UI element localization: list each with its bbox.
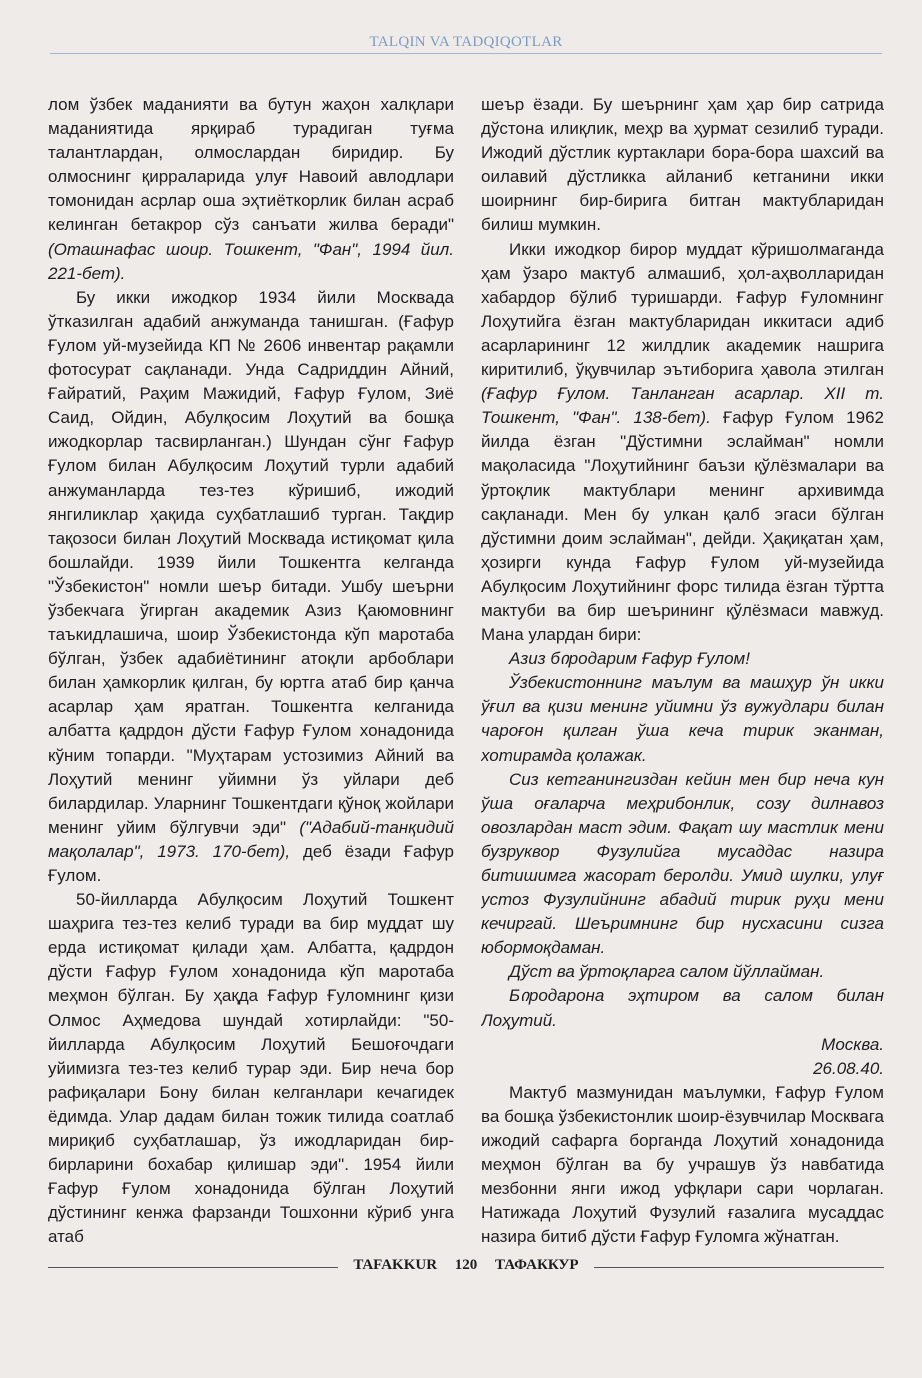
letter-salutation: Азиз бიродарим Ғафур Ғулом! — [509, 649, 750, 669]
right-column — [481, 93, 884, 1253]
citation: (Оташнафас шоир. Тошкент, "Фан", 1994 йил. 221-бет). — [48, 239, 454, 283]
letter-place: Москва. — [821, 1034, 884, 1054]
paragraph-text: Бу икки ижодкор 1934 йили Москвада ўтказилган адабий анжуманда танишган. (Ғафур Ғулом уй-музейида КП № 2606 инвентар рақамли фотосурат сақланади. Унда Садриддин Айний, Ғайратий, Раҳим Мажидий, Ғафур Ғулом, Зиё Саид, Ойдин, Абулқосим Лоҳутий ва бошқа ижодкорлар тасвирланган.) Шундан сўнг Ғафур Ғулом билан Абулқосим Лоҳутий турли адабий анжуманларда тез-тез кўришиб, ижодий янгиликлар ҳақида суҳбатлашиб турган. Тақдир тақозоси билан Лоҳутий Москвада истиқомат қила бошлайди. 1939 йили Тошкентга келганда "Ўзбекистон" номли шеър битади. Ушбу шеърни ўзбекчага ўгирган академик Азиз Қаюмовнинг таъкидлашича, шоир Ўзбекистонда кўп маротаба бўлган, ўзбек адабиётининг атоқли арбоблари билан ҳамкорлик қилган, бу юртга атаб бир қанча асарлар ҳам яратган. Тошкентга келганида албатта қадрдон дўсти Ғафур Ғулом хонадонида кўним топарди. "Муҳтарам устозимиз Айний ва Лоҳутий менинг уйимни ўз уйлари деб билардилар. Уларнинг Тошкентдаги қўноқ жойлари менинг уйим бўлгувчи эди" — [48, 287, 454, 837]
letter-date: 26.08.40. — [813, 1058, 884, 1078]
paragraph-text: лом ўзбек маданияти ва бутун жаҳон халқлари маданиятида ярқираб турадиган туғма талантлардан, олмослардан биридир. Бу олмоснинг қирраларида улуғ Навоий авлодлари томонидан асрлар оша эҳтиёткорлик билан асраб келинган бетакрор сўз санъати жилва беради" — [48, 95, 454, 235]
running-header — [50, 34, 882, 58]
paragraph-text: Ғафур Ғулом 1962 йилда ёзган "Дўстимни эслайман" номли мақоласида "Лоҳутийнинг баъзи қўлёзмалари ва ўртоқлик мактублари менинг архивимда сақланади. Мен бу улкан қалб эгаси бўлган дўстимни доим эслайман", дейди. Ҳақиқатан ҳам, ҳозирги кунда Ғафур Ғулом уй-музейида Абулқосим Лоҳутийнинг форс тилида ёзган тўртта мактуби ва бир шеърининг қўлёзмаси мавжуд. Мана улардан бири: — [481, 408, 884, 645]
left-column — [48, 93, 454, 1253]
letter-signature: Бიродарона эҳтиром ва салом билан Лоҳутий. — [481, 986, 884, 1030]
paragraph: 50-йилларда Абулқосим Лоҳутий Тошкент шаҳрига тез-тез келиб туради ва бир муддат шу ерда истиқомат қилади ҳам. Албатта, қадрдон дўсти Ғафур Ғулом хонадонида кўп маротаба меҳмон бўлган. Бу ҳақда Ғафур Ғуломнинг қизи Олмос Аҳмедова шундай хотирлайди: "50-йилларда Абулқосим Лоҳутий Бешоғочдаги уйимизга тез-тез келиб турар эди. Бир неча бор рафиқалари Бону билан келганлари кечагидек ёдимда. Улар дадам билан тожик тилида соатлаб мириқиб суҳбатлашар, ўз ижодларидан бир-бирларини бохабар қилишар эди". 1954 йили Ғафур Ғулом хонадонида бўлган Лоҳутий дўстининг кенжа фарзанди Тошхонни кўриб унга атаб — [48, 890, 454, 1247]
paragraph: Мактуб мазмунидан маълумки, Ғафур Ғулом ва бошқа ўзбекистонлик шоир-ёзувчилар Москвага ижодий сафарга борганда Лоҳутий хонадонида меҳмон бўлган ва бу учрашув ўз навбатида мезбонни янги ижод уфқлари сари чорлаган. Натижада Лоҳутий Фузулий ғазалига мусаддас назира битиб дўсти Ғафур Ғуломга жўнатган. — [481, 1082, 884, 1247]
paragraph: шеър ёзади. Бу шеърнинг ҳам ҳар бир сатрида дўстона илиқлик, меҳр ва ҳурмат сезилиб туради. Ижодий дўстлик куртаклари бора-бора шахсий ва оилавий дўстликка айланиб кетганини икки шоирнинг бир-бирига битган мактубларидан билиш мумкин. — [481, 95, 884, 235]
journal-name-cyrillic: ТАФАККУР — [495, 1257, 579, 1273]
page-number: 120 — [454, 1257, 478, 1273]
running-footer — [48, 1255, 884, 1279]
section-title: TALQIN VA TADQIQOTLAR — [369, 34, 563, 50]
header-rule — [50, 53, 882, 54]
letter-paragraph: Сиз кетганингиздан кейин мен бир неча кун ўша оғаларча меҳрибонлик, созу дилнавоз овозлардан маст эдим. Фақат шу мастлик мени бузруквор Фузулийга мусаддас назира битишимга жасорат беролди. Умид шулки, улуғ устоз Фузулийнинг абадий тирик руҳи мени кечиргай. Шеъримнинг бир нусхасини сизга юбормоқдаман. — [481, 769, 884, 958]
paragraph — [48, 286, 454, 888]
letter-paragraph: Ўзбекистоннинг маълум ва машҳур ўн икки ўғил ва қизи менинг уйимни ўз вужудлари билан чароғон қилган ўша кеча тирик эканман, хотирамда қолажак. — [481, 673, 884, 765]
paragraph — [481, 238, 884, 648]
journal-name-latin: TAFAKKUR — [353, 1257, 438, 1273]
citation: (Ғафур Ғулом. Танланган асарлар. XII т. Тошкент, "Фан". 138-бет). — [481, 384, 884, 428]
footer-text — [48, 1257, 884, 1274]
paragraph-text: деб ёзади Ғафур Ғулом. — [48, 841, 454, 885]
paragraph-text: Икки ижодкор бирор муддат кўришолмаганда ҳам ўзаро мактуб алмашиб, ҳол-аҳволларидан хабардор бўлиб туришарди. Ғафур Ғуломнинг Лоҳутийга ёзган мактубларидан иккитаси адиб асарларининг 12 жилдлик академик нашрига киритилиб, ўқувчилар эътиборига ҳавола этилган — [481, 239, 884, 380]
paragraph — [48, 93, 454, 286]
letter-paragraph: Дўст ва ўртоқларга салом йўллайман. — [509, 962, 825, 982]
footer-rule-right — [594, 1267, 884, 1268]
citation: ("Адабий-танқидий мақолалар", 1973. 170-бет), — [48, 817, 454, 861]
